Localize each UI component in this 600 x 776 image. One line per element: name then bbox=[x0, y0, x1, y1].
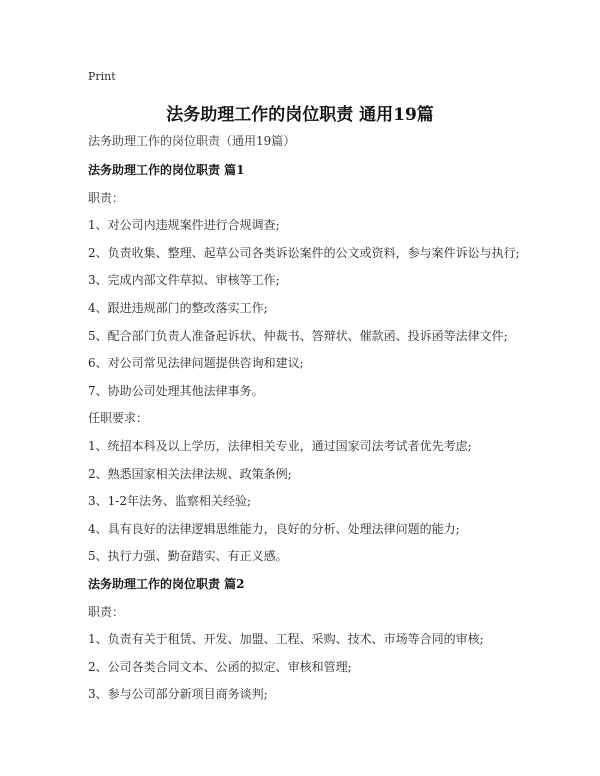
list-item: 5、执行力强、勤奋踏实、有正义感。 bbox=[88, 549, 288, 564]
section-label: 任职要求： bbox=[88, 411, 149, 426]
list-item: 2、熟悉国家相关法律法规、政策条例; bbox=[88, 466, 292, 481]
list-item: 3、完成内部文件草拟、审核等工作; bbox=[88, 273, 280, 288]
section-label: 职责： bbox=[88, 190, 125, 205]
document-body bbox=[88, 162, 588, 714]
list-item: 3、1-2年法务、监察相关经验; bbox=[88, 494, 252, 509]
list-item: 5、配合部门负责人准备起诉状、仲裁书、答辩状、催款函、投诉函等法律文件; bbox=[88, 328, 508, 343]
section-heading: 法务助理工作的岗位职责 篇2 bbox=[88, 576, 245, 591]
section-heading: 法务助理工作的岗位职责 篇1 bbox=[88, 163, 245, 177]
list-item: 1、统招本科及以上学历，法律相关专业，通过国家司法考试者优先考虑; bbox=[88, 438, 472, 453]
print-label: Print bbox=[88, 70, 116, 83]
list-item: 1、负责有关于租赁、开发、加盟、工程、采购、技术、市场等合同的审核; bbox=[88, 632, 484, 647]
list-item: 4、跟进违规部门的整改落实工作; bbox=[88, 300, 268, 315]
list-item: 4、具有良好的法律逻辑思维能力，良好的分析、处理法律问题的能力; bbox=[88, 521, 460, 536]
section-label: 职责： bbox=[88, 604, 125, 619]
list-item: 2、公司各类合同文本、公函的拟定、审核和管理; bbox=[88, 659, 352, 674]
list-item: 1、对公司内违规案件进行合规调查; bbox=[88, 218, 280, 233]
list-item: 2、负责收集、整理、起草公司各类诉讼案件的公文或资料，参与案件诉讼与执行; bbox=[88, 245, 520, 260]
document-title: 法务助理工作的岗位职责 通用19篇 bbox=[166, 105, 434, 125]
list-item: 3、参与公司部分新项目商务谈判; bbox=[88, 687, 268, 702]
document-subtitle: 法务助理工作的岗位职责（通用19篇） bbox=[88, 134, 296, 148]
list-item: 7、协助公司处理其他法律事务。 bbox=[88, 383, 264, 398]
list-item: 6、对公司常见法律问题提供咨询和建议; bbox=[88, 356, 304, 371]
